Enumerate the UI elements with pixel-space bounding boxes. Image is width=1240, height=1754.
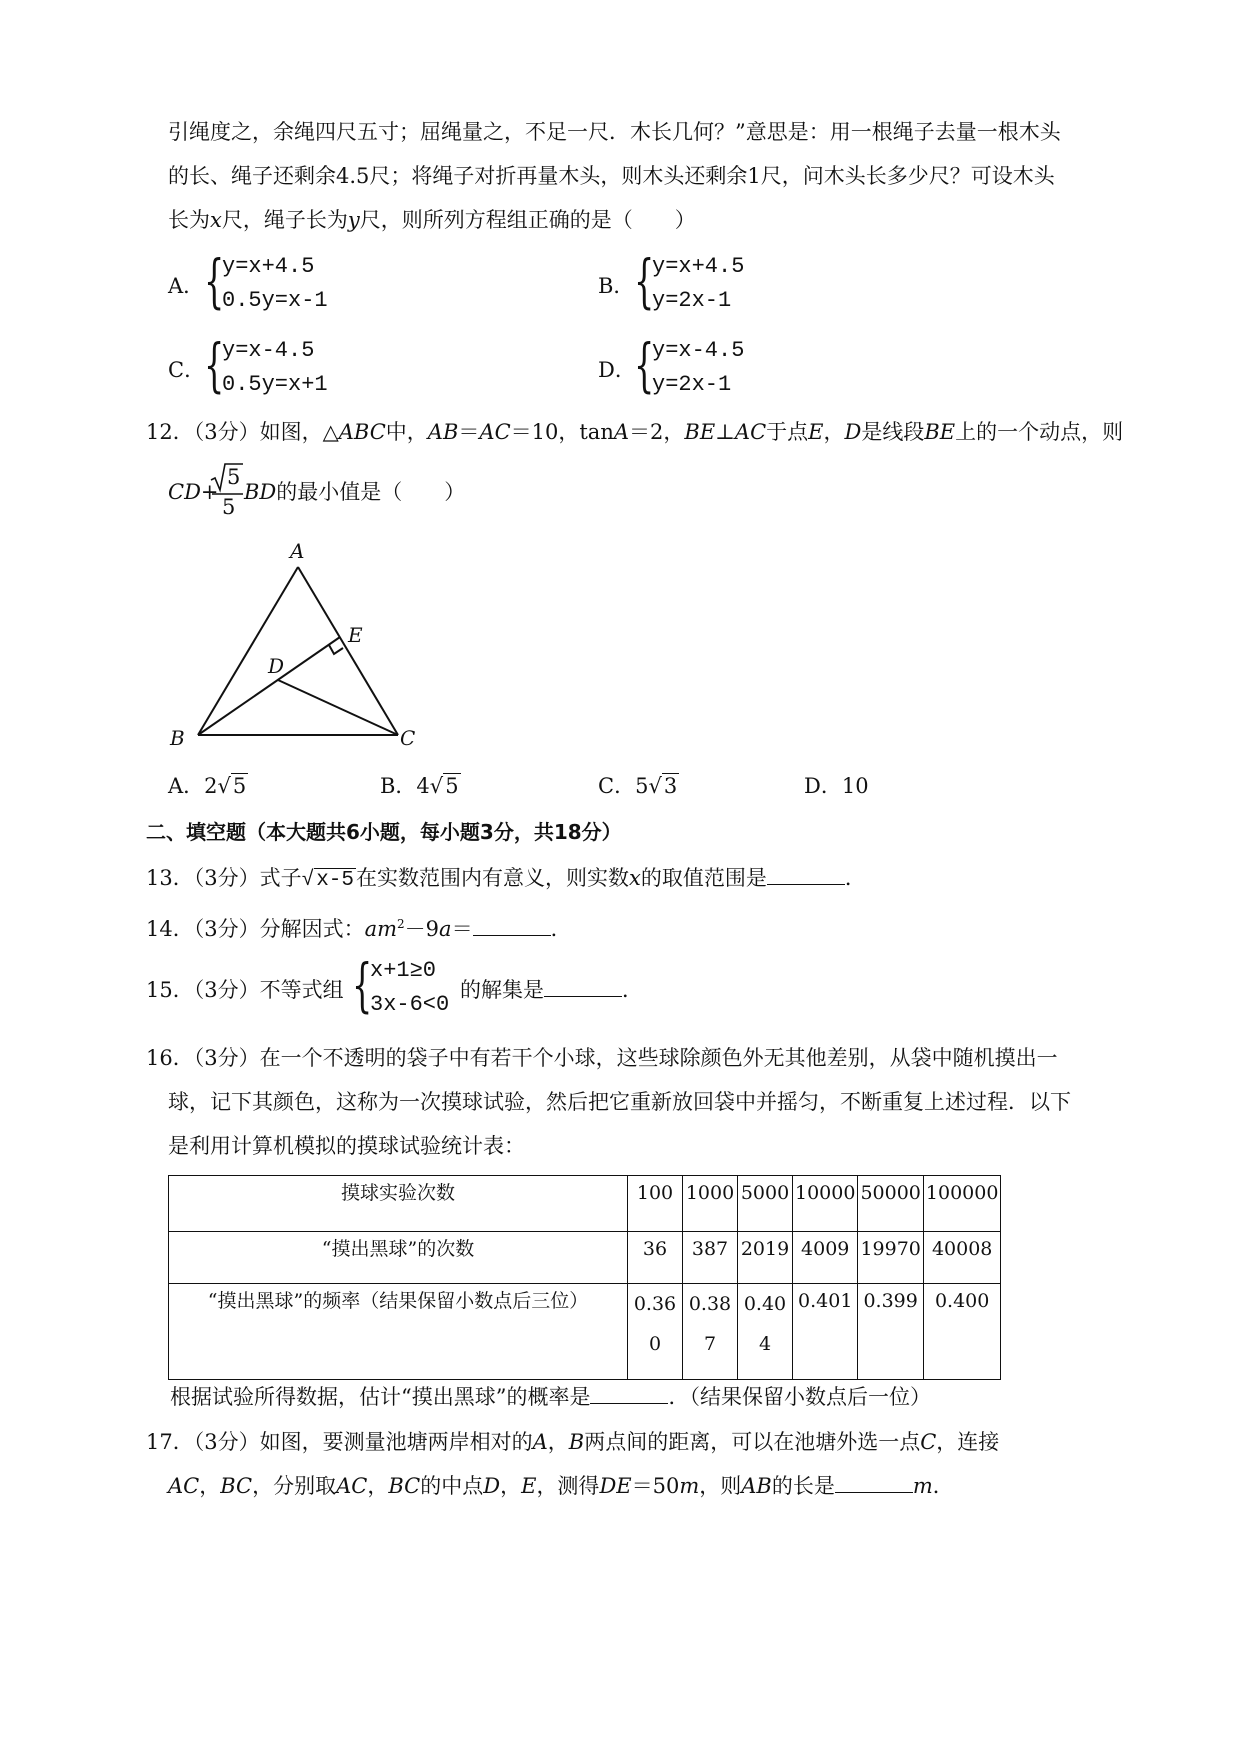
q16-line-3: 是利用计算机模拟的摸球试验统计表：	[168, 1134, 525, 1158]
label-e: E	[348, 623, 363, 647]
table-cell: 10000	[793, 1176, 858, 1232]
q16-line-2: 球，记下其颜色，这称为一次摸球试验，然后把它重新放回袋中并摇匀，不断重复上述过程．以下	[168, 1090, 1071, 1114]
side-ac	[298, 567, 398, 735]
table-cell: 0.40 4	[738, 1284, 793, 1380]
q16-statistics-table	[168, 1175, 1001, 1380]
label-b: B	[170, 726, 185, 750]
triangle-abc-figure	[160, 540, 430, 750]
section-2-heading: 二、填空题（本大题共6小题，每小题3分，共18分）	[146, 820, 622, 844]
label-a: A	[290, 540, 305, 563]
q12-option-c: C．5√3	[598, 774, 678, 798]
table-cell: 4009	[793, 1232, 858, 1284]
q15-answer-blank[interactable]	[544, 976, 622, 997]
table-cell: 5000	[738, 1176, 793, 1232]
table-cell: 36	[628, 1232, 683, 1284]
table-cell: 387	[683, 1232, 738, 1284]
table-cell: 1000	[683, 1176, 738, 1232]
q11-line-3: 长为x尺，绳子长为y尺，则所列方程组正确的是（ ）	[168, 208, 696, 232]
table-cell: 0.36 0	[628, 1284, 683, 1380]
label-c: C	[400, 726, 416, 750]
table-cell: 0.401	[793, 1284, 858, 1380]
segment-dc	[278, 680, 398, 735]
table-cell: 0.400	[923, 1284, 1001, 1380]
table-cell: 19970	[858, 1232, 923, 1284]
q11-line-1: 引绳度之，余绳四尺五寸；屈绳量之，不足一尺．木长几何？”意思是：用一根绳子去量一根木头	[168, 120, 1061, 144]
q16-question: 根据试验所得数据，估计“摸出黑球”的概率是 ．（结果保留小数点后一位）	[170, 1385, 931, 1409]
q12-option-a: A．2√5	[168, 774, 247, 798]
side-ab	[198, 567, 298, 735]
right-angle-mark	[329, 645, 343, 654]
table-row	[169, 1284, 1001, 1380]
q11-line-2: 的长、绳子还剩余4.5尺；将绳子对折再量木头，则木头还剩余1尺，问木头长多少尺？可设木头	[168, 164, 1055, 188]
table-header-cell: “摸出黑球”的次数	[169, 1232, 628, 1284]
table-cell: 40008	[923, 1232, 1001, 1284]
q14-answer-blank[interactable]	[473, 915, 551, 936]
q13-answer-blank[interactable]	[767, 864, 845, 885]
table-cell: 0.38 7	[683, 1284, 738, 1380]
table-header-cell: “摸出黑球”的频率（结果保留小数点后三位）	[169, 1284, 628, 1380]
table-cell: 100000	[923, 1176, 1001, 1232]
segment-be	[198, 637, 340, 735]
q17-answer-blank[interactable]	[835, 1472, 913, 1493]
table-header-cell: 摸球实验次数	[169, 1176, 628, 1232]
sqrt-sign-icon: √x-5	[301, 869, 355, 892]
table-cell: 50000	[858, 1176, 923, 1232]
q14: 14．（3分）分解因式：$am^2-9a=$ ．	[146, 917, 572, 941]
q12-option-d: D．10	[804, 774, 869, 798]
q12-option-b: B．4√5	[380, 774, 459, 798]
table-row	[169, 1176, 1001, 1232]
table-row	[169, 1232, 1001, 1284]
table-cell: 100	[628, 1176, 683, 1232]
table-cell: 0.399	[858, 1284, 923, 1380]
label-d: D	[268, 654, 285, 678]
table-cell: 2019	[738, 1232, 793, 1284]
q16-answer-blank[interactable]	[590, 1383, 668, 1404]
q17-line-1: 17．（3分）如图，要测量池塘两岸相对的A，B两点间的距离，可以在池塘外选一点C，连接	[146, 1430, 1000, 1454]
q16-line-1: 16．（3分）在一个不透明的袋子中有若干个小球，这些球除颜色外无其他差别，从袋中随机摸出一	[146, 1046, 1058, 1070]
q13: 13．（3分）式子√x-5在实数范围内有意义，则实数x的取值范围是 ．	[146, 864, 866, 895]
q12-stem-line-1: 12．（3分）如图，△ABC中，AB＝AC＝10，tanA＝2，BE⊥AC于点E，D是线段BE上的一个动点，则	[146, 420, 1124, 444]
q17-line-2: AC，BC，分别取AC，BC的中点D，E，测得DE＝50m，则AB的长是 m．	[168, 1474, 954, 1498]
